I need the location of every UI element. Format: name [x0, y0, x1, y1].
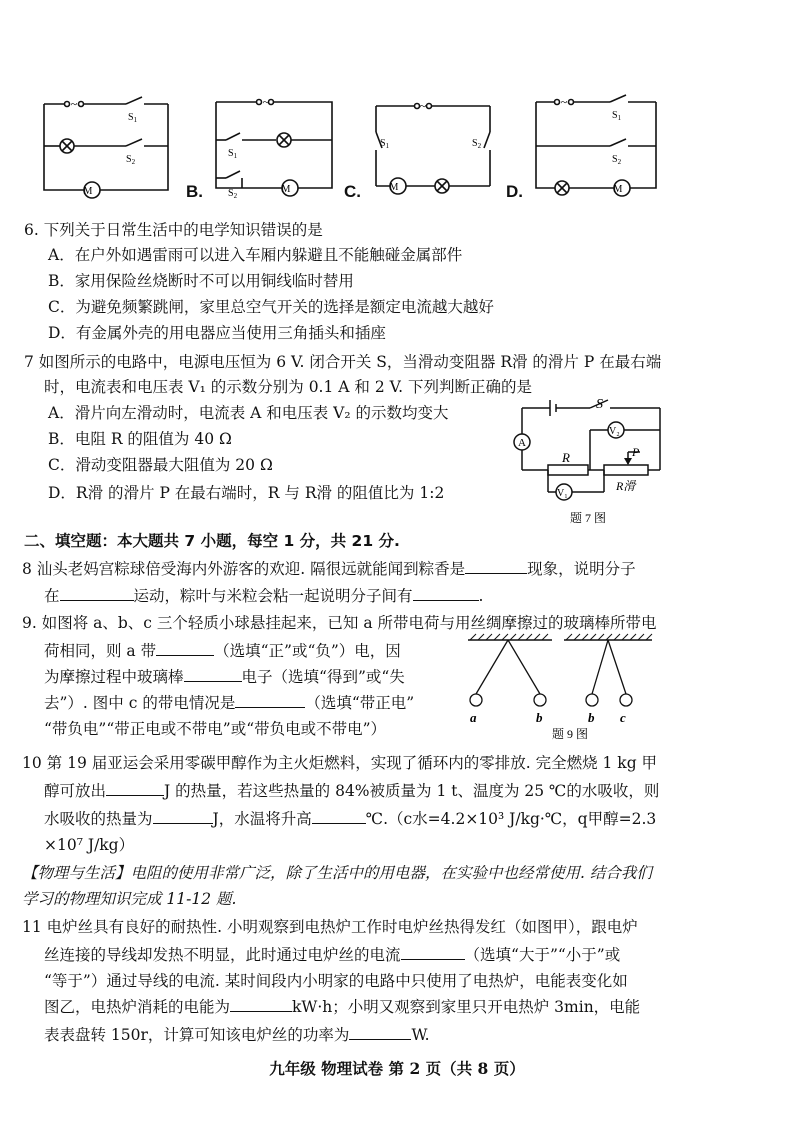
switch-s2-label: $S_2$: [228, 188, 238, 200]
q9-text: 电子（选填“得到”或“失: [241, 668, 405, 686]
q9-line5: “带负电”“带正电或不带电”或“带负电或不带电”）: [44, 720, 387, 738]
q11-line5: [44, 1024, 430, 1046]
answer-blank[interactable]: [230, 997, 292, 1012]
q7-option-c: C．滑动变阻器最大阻值为 20 Ω: [48, 456, 273, 474]
context-line1: 【物理与生活】电阻的使用非常广泛，除了生活中的用电器，在实验中也经常使用. 结合我们: [22, 864, 652, 882]
q8-line2: [44, 585, 483, 607]
q8-line1: [22, 558, 636, 580]
section-heading: 二、填空题：本大题共 7 小题，每空 1 分，共 21 分.: [24, 532, 400, 550]
answer-blank[interactable]: [413, 586, 479, 601]
q11-line2: [44, 944, 620, 966]
circuit-option-a: [36, 88, 178, 200]
q9-line4: [44, 692, 414, 714]
q8-text: 在: [44, 587, 60, 605]
switch-s2-label: $S_2$: [472, 138, 482, 150]
ammeter-label: A: [518, 437, 526, 449]
option-d-label: D.: [506, 182, 523, 201]
q11-text: 图乙，电热炉消耗的电能为: [44, 998, 231, 1016]
plug-symbol: ~: [262, 95, 270, 109]
answer-blank[interactable]: [349, 1025, 411, 1040]
q7-figure-caption: 题 7 图: [570, 511, 607, 525]
q9-line1: 9. 如图将 a、b、c 三个轻质小球悬挂起来，已知 a 所带电荷与用丝绸摩擦过的玻璃棒所带电: [22, 614, 657, 632]
q10-line3: [44, 808, 656, 830]
v1-label: V₁: [557, 488, 568, 499]
motor-label: M: [613, 184, 623, 195]
switch-label: S: [596, 397, 603, 412]
q8-text: .: [478, 587, 484, 605]
answer-blank[interactable]: [60, 586, 134, 601]
plug-symbol: ~: [70, 97, 78, 111]
q7-option-b: B．电阻 R 的阻值为 40 Ω: [48, 430, 232, 448]
circuit-option-b: [208, 88, 340, 200]
q7-circuit-figure: [510, 394, 670, 526]
q7-stem-line2: 时，电流表和电压表 V₁ 的示数分别为 0.1 A 和 2 V. 下列判断正确的是: [44, 378, 532, 396]
q6-option-b: B．家用保险丝烧断时不可以用铜线临时替用: [48, 272, 354, 290]
q9-text: 去”）. 图中 c 的带电情况是: [44, 694, 236, 712]
option-c-label: C.: [344, 182, 361, 201]
q11-text: （选填“大于”“小于”或: [464, 946, 621, 964]
ball-c-label: c: [620, 710, 626, 725]
switch-s2-label: $S_2$: [612, 154, 622, 166]
slider-label: P: [632, 445, 640, 459]
q11-text: 表表盘转 150r，计算可知该电炉丝的功率为: [44, 1026, 350, 1044]
answer-blank[interactable]: [156, 641, 214, 656]
answer-blank[interactable]: [401, 945, 465, 960]
circuit-option-d: [528, 88, 668, 200]
page-footer: 九年级 物理试卷 第 2 页（共 8 页）: [269, 1059, 525, 1078]
resistor-label: R: [562, 450, 570, 465]
q9-text: （选填“带正电”: [305, 694, 415, 712]
q6-stem: 6. 下列关于日常生活中的电学知识错误的是: [24, 221, 323, 239]
q11-line4: [44, 996, 640, 1018]
q6-option-d: D．有金属外壳的用电器应当使用三角插头和插座: [48, 324, 386, 342]
q8-text: 现象，说明分子: [527, 560, 636, 578]
context-line2: 学习的物理知识完成 11-12 题.: [22, 890, 237, 908]
plug-symbol: ~: [560, 95, 568, 109]
q10-line1: 10 第 19 届亚运会采用零碳甲醇作为主火炬燃料，实现了循环内的零排放. 完全燃烧 1 kg 甲: [22, 754, 658, 772]
switch-s1-label: $S_1$: [228, 148, 238, 160]
q7-option-a: A．滑片向左滑动时，电流表 A 和电压表 V₂ 的示数均变大: [48, 404, 449, 422]
ball-b-label: b: [536, 710, 543, 725]
q10-line2: [44, 780, 659, 802]
answer-blank[interactable]: [153, 809, 213, 824]
motor-label: M: [83, 186, 93, 197]
q10-text: 水吸收的热量为: [44, 810, 153, 828]
option-b-label: B.: [186, 182, 203, 201]
answer-blank[interactable]: [312, 809, 366, 824]
q10-text: J，水温将升高: [212, 810, 312, 828]
q9-pendulum-figure: [456, 632, 668, 742]
q6-option-c: C．为避免频繁跳闸，家里总空气开关的选择是额定电流越大越好: [48, 298, 494, 316]
q11-text: kW·h；小明又观察到家里只开电热炉 3min，电能: [292, 998, 641, 1016]
q9-text: 荷相同，则 a 带: [44, 642, 157, 660]
switch-s1-label: $S_1$: [612, 110, 622, 122]
switch-s1-label: $S_1$: [380, 138, 390, 150]
q7-stem-line1: 7 如图所示的电路中，电源电压恒为 6 V. 闭合开关 S，当滑动变阻器 R滑 的滑片 P 在最右端: [24, 353, 662, 371]
q9-figure-caption: 题 9 图: [552, 727, 589, 741]
q10-text: 醇可放出: [44, 782, 107, 800]
q11-line3: “等于”）通过导线的电流. 某时间段内小明家的电路中只使用了电热炉，电能表变化如: [44, 972, 628, 990]
plug-symbol: ~: [419, 99, 427, 113]
ball-b-label: b: [588, 710, 595, 725]
q10-line4: ×10⁷ J/kg）: [44, 836, 135, 854]
motor-label: M: [389, 182, 399, 193]
motor-label: M: [281, 184, 291, 195]
q10-text: J 的热量，若这些热量的 84%被质量为 1 t、温度为 25 ℃的水吸收，则: [164, 782, 660, 800]
answer-blank[interactable]: [465, 559, 527, 574]
q8-text: 运动，粽叶与米粒会粘一起说明分子间有: [133, 587, 413, 605]
rheostat-label: R滑: [616, 479, 636, 493]
answer-blank[interactable]: [184, 667, 242, 682]
q6-option-a: A．在户外如遇雷雨可以进入车厢内躲避且不能触碰金属部件: [48, 246, 463, 264]
v2-label: V₂: [609, 426, 620, 437]
q11-text: 丝连接的导线却发热不明显，此时通过电炉丝的电流: [44, 946, 401, 964]
q9-line2: [44, 640, 401, 662]
switch-s1-label: $S_1$: [128, 112, 138, 124]
answer-blank[interactable]: [106, 781, 164, 796]
q9-text: （选填“正”或“负”）电，因: [214, 642, 401, 660]
q9-line3: [44, 666, 405, 688]
q8-text: 8 汕头老妈宫粽球倍受海内外游客的欢迎. 隔很远就能闻到粽香是: [22, 560, 466, 578]
circuit-option-c: [368, 94, 498, 198]
switch-s2-label: $S_2$: [126, 154, 136, 166]
answer-blank[interactable]: [235, 693, 305, 708]
ball-a-label: a: [470, 710, 477, 725]
q7-option-d: D．R滑 的滑片 P 在最右端时，R 与 R滑 的阻值比为 1:2: [48, 484, 445, 502]
q11-text: W.: [411, 1026, 430, 1044]
q9-text: 为摩擦过程中玻璃棒: [44, 668, 184, 686]
q10-text: ℃.（c水=4.2×10³ J/kg·℃，q甲醇=2.3: [365, 810, 657, 828]
q11-line1: 11 电炉丝具有良好的耐热性. 小明观察到电热炉工作时电炉丝热得发红（如图甲），跟电炉: [22, 918, 638, 936]
